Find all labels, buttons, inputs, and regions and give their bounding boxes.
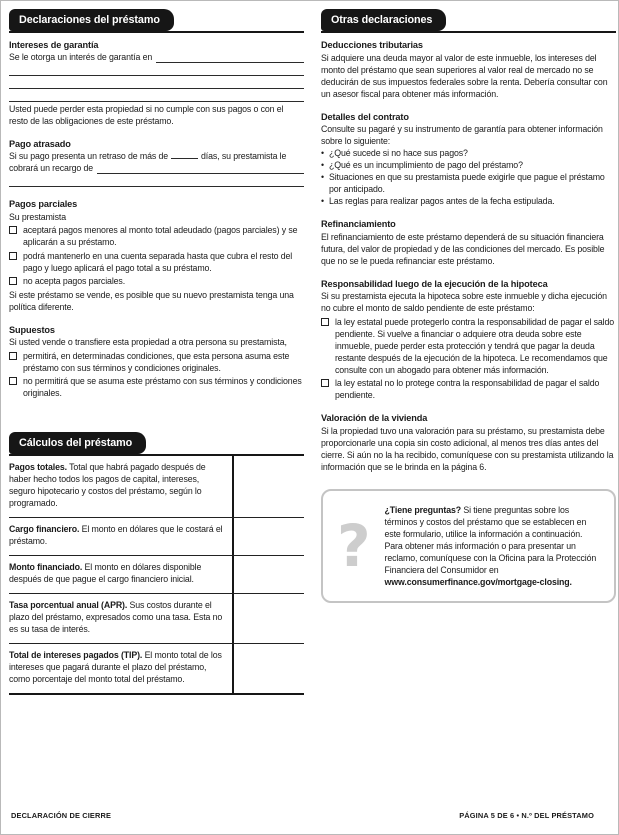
list-item [321, 147, 616, 159]
list-item [321, 171, 616, 195]
row-value-cell [232, 556, 304, 593]
page-body [1, 1, 618, 695]
bullet-icon: • [321, 160, 324, 170]
cfpb-url-link: www.consumerfinance.gov/mortgage-closing. [384, 576, 572, 587]
partial-payments-note: Si este préstamo se vende, es posible que su nuevo prestamista tenga una política diferente. [9, 289, 294, 312]
row-description [9, 456, 232, 517]
questions-box-lead: ¿Tiene preguntas? [384, 504, 462, 515]
partial-payments-title: Pagos parciales [9, 199, 78, 209]
list-item-text: Las reglas para realizar pagos antes de la fecha estipulada. [328, 196, 555, 206]
appraisal-body: Si la propiedad tuvo una valoración para su préstamo, su prestamista debe proporcionarle una copia sin costo adicional, al menos tres días antes del cierre. Si aún no la ha recibido, comuníquese con su prestamista utilizando la información que se le brinda en la página 6. [321, 425, 614, 472]
row-value-cell [232, 518, 304, 555]
list-item [321, 159, 616, 171]
contract-details-intro: Consulte su pagaré y su instrumento de garantía para obtener información sobre lo siguiente: [321, 124, 603, 146]
security-interest-lead-line [9, 51, 304, 63]
loan-calculations-section [9, 432, 304, 695]
row-description [9, 594, 232, 643]
assumption-intro: Si usted vende o transfiere esta propiedad a otra persona su prestamista, [9, 337, 287, 347]
loan-calculations-table [9, 456, 304, 695]
other-disclosures-header-tab: Otras declaraciones [321, 9, 446, 31]
security-interest-title: Intereses de garantía [9, 40, 99, 50]
late-fee-fill-field [97, 163, 304, 174]
security-interest-note: Usted puede perder esta propiedad si no cumple con sus pagos o con el resto de las obligaciones de este préstamo. [9, 103, 284, 126]
refinance-body: El refinanciamiento de este préstamo dependerá de su situación financiera futura, del valor de propiedad y de las condiciones del mercado. Es posible que no se le pueda refinanciar este préstamo. [321, 231, 605, 266]
late-payment-sentence [9, 150, 304, 162]
table-row [9, 456, 304, 517]
footer-document-title: DECLARACIÓN DE CIERRE [11, 811, 112, 820]
liability-intro: Si su prestamista ejecuta la hipoteca sobre este inmueble y dicha ejecución no cubre el monto de saldo pendiente de este préstamo: [321, 291, 607, 313]
checkbox-icon[interactable] [321, 318, 329, 326]
row-value-cell [232, 594, 304, 643]
days-fill-field [171, 150, 198, 159]
other-disclosures-header [321, 9, 616, 33]
other-disclosures-column [321, 9, 616, 695]
late-fee-line [9, 162, 304, 174]
loan-disclosures-header [9, 9, 304, 33]
row-value-cell [232, 456, 304, 517]
row-description [9, 644, 232, 693]
liability-option-label: la ley estatal puede protegerlo contra la responsabilidad de pagar el saldo pendiente. Si vuelve a financiar o adquiere otra deuda sobre este inmueble, puede perder esta protección y tendrá que pagar la deuda restante después de la ejecución de la hipoteca. Le recomendamos que consulte con un abogado para obtener más información. [335, 316, 615, 375]
row-term: Pagos totales. [9, 462, 67, 472]
checkbox-icon[interactable] [9, 352, 17, 360]
checkbox-icon[interactable] [9, 277, 17, 285]
partial-payments-option-label: aceptará pagos menores al monto total adeudado (pagos parciales) y se aplicarán a su préstamo. [23, 225, 298, 247]
appraisal-title: Valoración de la vivienda [321, 413, 428, 423]
row-text: Total que habrá pagado después de haber hecho todos los pagos de capital, intereses, seguro hipotecario y costos del préstamo, según lo programado. [9, 462, 206, 508]
late-payment-title: Pago atrasado [9, 138, 71, 149]
partial-payments-option-label: no acepta pagos parciales. [23, 276, 126, 286]
row-term: Monto financiado. [9, 562, 83, 572]
assumption-option-row [9, 350, 304, 374]
assumption-option-row [9, 375, 304, 399]
row-text: El monto total de los intereses que pagará durante el plazo del préstamo, como porcentaje del monto total del préstamo. [9, 650, 222, 684]
partial-payments-intro: Su prestamista [9, 211, 66, 222]
tax-deductions-title: Deducciones tributarias [321, 40, 423, 50]
late-payment-text1: Si su pago presenta un retraso de más de [9, 151, 169, 161]
partial-payments-option-row [9, 224, 304, 248]
table-row [9, 555, 304, 593]
refinance-title: Refinanciamiento [321, 219, 396, 229]
bullet-icon: • [321, 196, 324, 206]
row-term: Cargo financiero. [9, 524, 80, 534]
row-description [9, 518, 232, 555]
loan-disclosures-header-tab: Declaraciones del préstamo [9, 9, 174, 31]
blank-write-line [9, 63, 304, 76]
blank-write-line [9, 174, 304, 187]
question-mark-icon: ? [337, 511, 371, 580]
list-item-text: ¿Qué sucede si no hace sus pagos? [328, 148, 468, 158]
partial-payments-option-row [9, 275, 304, 287]
loan-calculations-header-tab: Cálculos del préstamo [9, 432, 146, 454]
partial-payments-option-row [9, 250, 304, 274]
bullet-icon: • [321, 172, 324, 182]
contract-details-title: Detalles del contrato [321, 111, 409, 122]
checkbox-icon[interactable] [321, 379, 329, 387]
blank-write-line [9, 76, 304, 89]
assumption-title: Supuestos [9, 324, 55, 335]
row-description [9, 556, 232, 593]
table-row [9, 593, 304, 643]
security-interest-fill-field [156, 52, 304, 63]
row-value-cell [232, 644, 304, 693]
partial-payments-option-label: podrá mantenerlo en una cuenta separada hasta que cubra el resto del pago y luego aplicará el pago total a su préstamo. [23, 250, 293, 273]
row-text: Sus costos durante el plazo del préstamo, expresados como una tasa. Esta no es su tasa de interés. [9, 600, 223, 634]
row-text: El monto en dólares que le costará el préstamo. [9, 524, 223, 546]
page-footer [11, 810, 594, 822]
list-item-text: ¿Qué es un incumplimiento de pago del préstamo? [328, 160, 523, 170]
loan-calculations-header [9, 432, 304, 456]
assumption-option-label: permitirá, en determinadas condiciones, que esta persona asuma este préstamo con sus términos y condiciones originales. [23, 350, 290, 373]
liability-option-label: la ley estatal no lo protege contra la responsabilidad de pagar el saldo pendiente. [335, 378, 600, 400]
blank-write-line [9, 89, 304, 102]
tax-deductions-body: Si adquiere una deuda mayor al valor de este inmueble, los intereses del monto del préstamo que sean superiores al valor real de mercado no se deducirán de sus impuestos federales sobre la renta. Debería consultar con un asesor fiscal para obtener más información. [321, 52, 608, 99]
list-item [321, 195, 616, 207]
late-payment-text2: días, su prestamista le [201, 151, 287, 161]
liability-title: Responsabilidad luego de la ejecución de la hipoteca [321, 278, 548, 289]
liability-option-row [321, 316, 616, 376]
row-text: El monto en dólares disponible después de que pague el cargo financiero inicial. [9, 562, 202, 584]
questions-box-body: Si tiene preguntas sobre los términos y costos del préstamo que se establecen en este formulario, utilice la información a continuación. Para obtener más información o para presentar un reclamo, comuníquese con la Oficina para la Protección Financiera del Consumidor en [384, 504, 597, 575]
list-item-text: Situaciones en que su prestamista puede exigirle que pague el préstamo por anticipado. [328, 172, 605, 194]
liability-option-row [321, 377, 616, 401]
checkbox-icon[interactable] [9, 226, 17, 234]
bullet-icon: • [321, 148, 324, 158]
questions-info-box [321, 489, 616, 603]
row-term: Total de intereses pagados (TIP). [9, 650, 143, 660]
checkbox-icon[interactable] [9, 377, 17, 385]
loan-disclosures-column [9, 9, 304, 695]
security-interest-lead: Se le otorga un interés de garantía en [9, 52, 153, 62]
assumption-option-label: no permitirá que se asuma este préstamo con sus términos y condiciones originales. [23, 376, 302, 398]
row-term: Tasa porcentual anual (APR). [9, 600, 128, 610]
late-payment-text3: cobrará un recargo de [9, 163, 94, 173]
table-row [9, 643, 304, 693]
table-row [9, 517, 304, 555]
footer-page-number: PÁGINA 5 DE 6 • N.º DEL PRÉSTAMO [459, 811, 594, 820]
questions-box-text [385, 504, 603, 588]
checkbox-icon[interactable] [9, 252, 17, 260]
